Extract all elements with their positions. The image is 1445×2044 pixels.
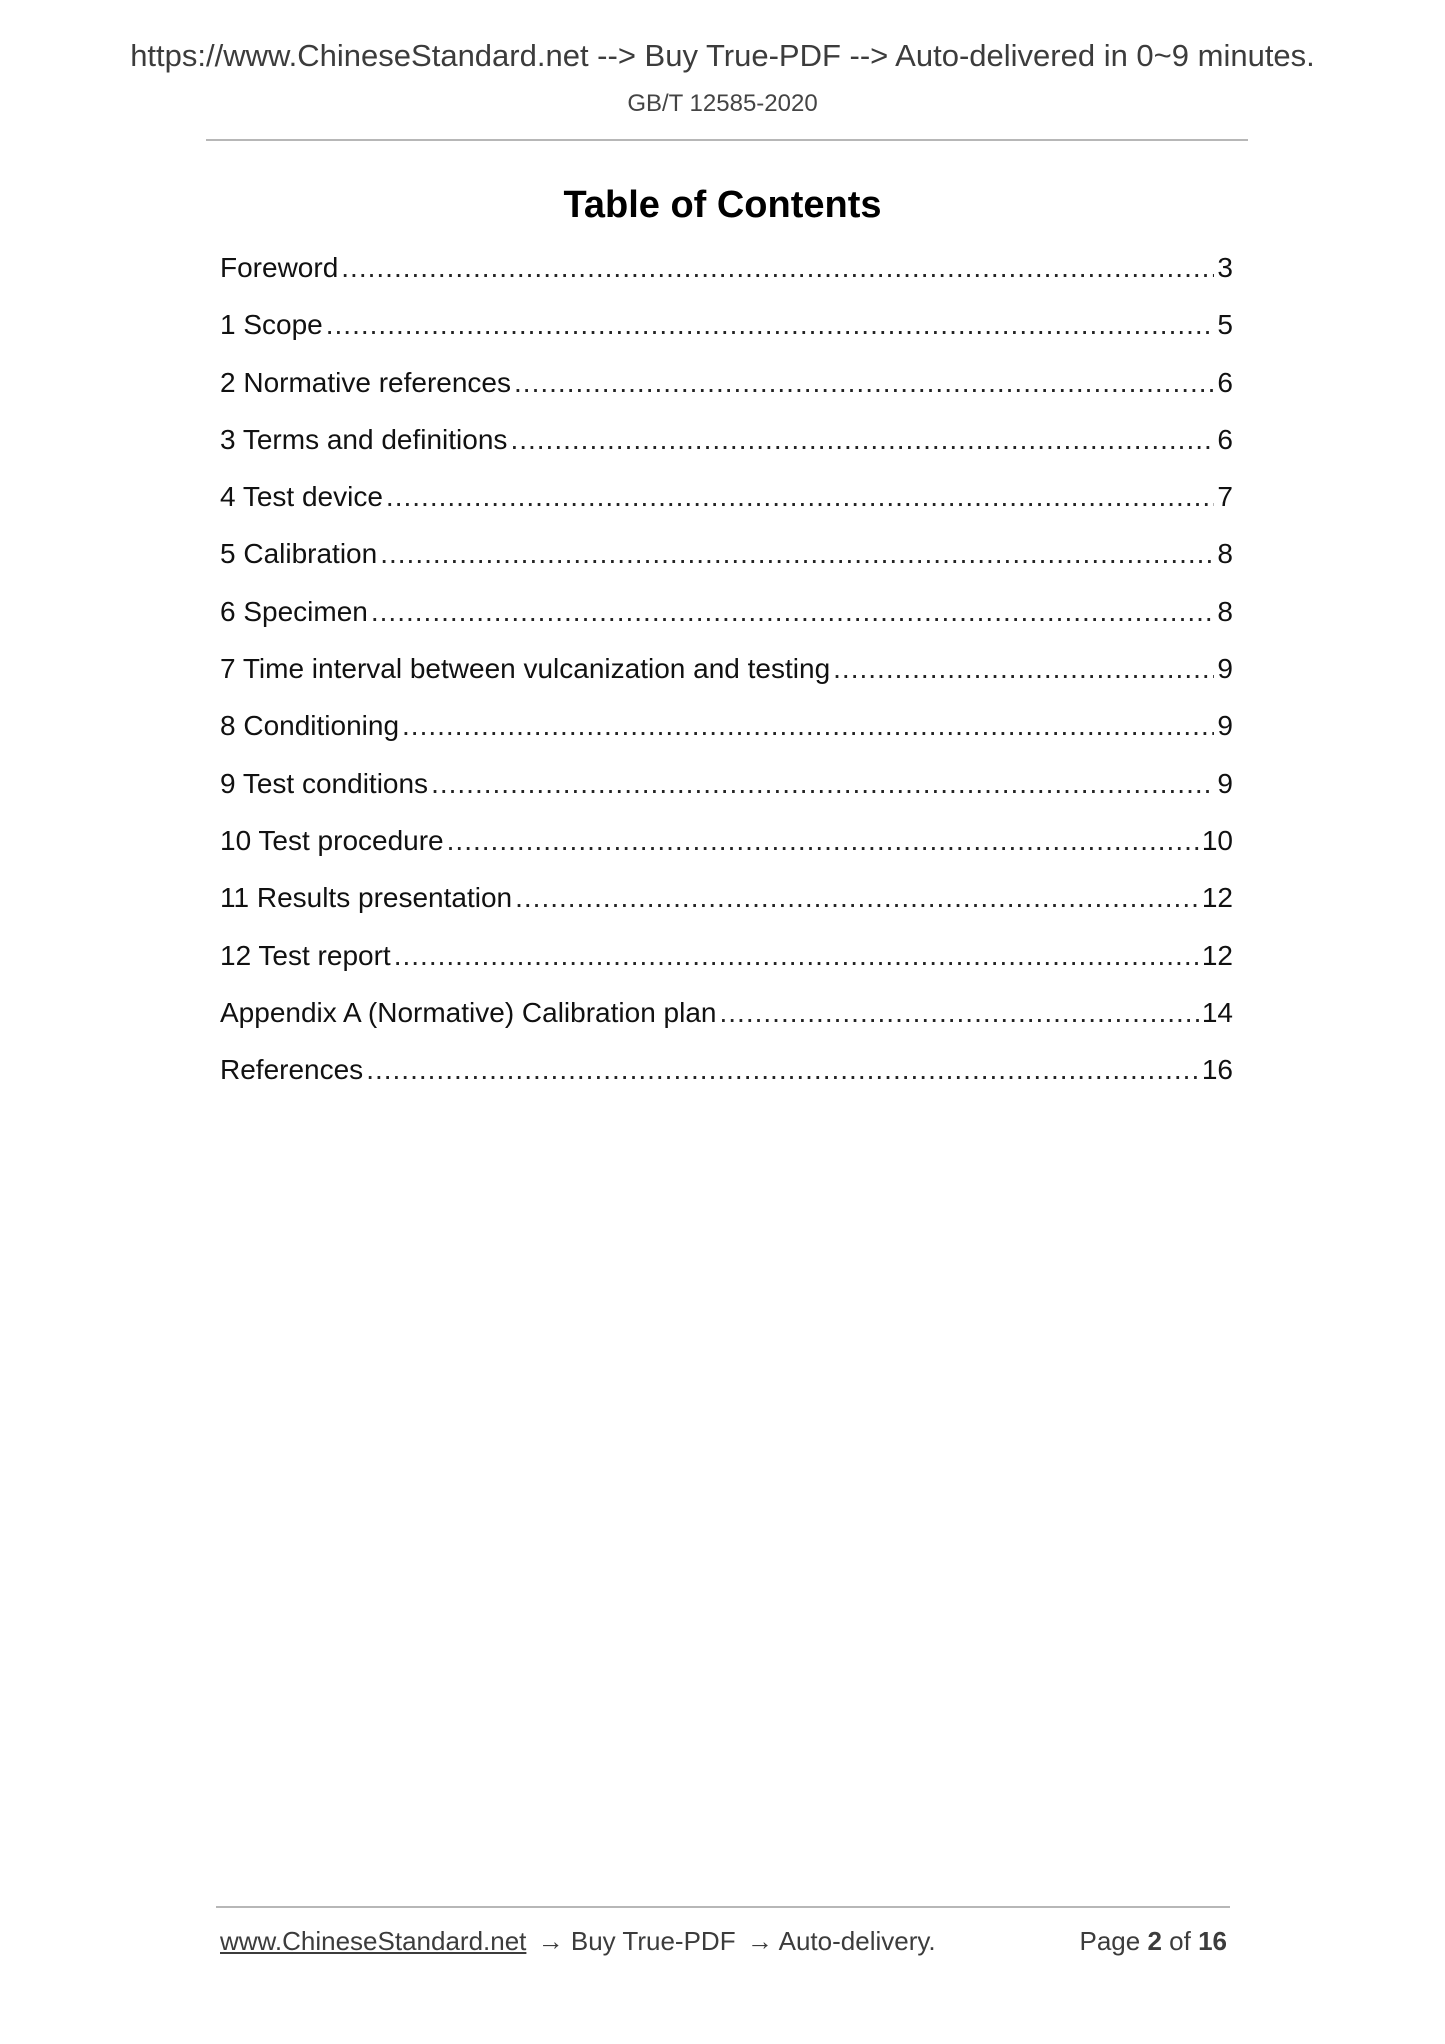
toc-entry-calibration[interactable] xyxy=(220,538,1233,595)
right-arrow-icon: → xyxy=(746,1926,773,1956)
dot-leader xyxy=(514,367,1214,399)
dot-leader xyxy=(402,710,1214,742)
toc-entry-label: 9 Test conditions xyxy=(220,767,429,799)
page-label: Page xyxy=(1079,1926,1141,1956)
toc-entry-test-report[interactable] xyxy=(220,940,1233,997)
toc-entry-test-device[interactable] xyxy=(220,481,1233,538)
toc-entry-page: 14 xyxy=(1201,996,1233,1028)
dot-leader xyxy=(386,481,1215,513)
right-arrow-icon: → xyxy=(537,1926,564,1956)
toc-entry-page: 9 xyxy=(1217,710,1233,742)
dot-leader xyxy=(515,882,1199,914)
toc-entry-label: 7 Time interval between vulcanization and testing xyxy=(220,653,831,685)
toc-entry-label: 5 Calibration xyxy=(220,538,378,570)
table-of-contents xyxy=(220,252,1233,1111)
toc-entry-page: 5 xyxy=(1217,309,1233,341)
toc-entry-test-procedure[interactable] xyxy=(220,825,1233,882)
toc-entry-label: References xyxy=(220,1054,364,1086)
footer-divider xyxy=(216,1906,1230,1908)
toc-entry-label: 8 Conditioning xyxy=(220,710,400,742)
toc-entry-appendix-a[interactable] xyxy=(220,997,1233,1054)
buy-pdf-text: Buy True-PDF xyxy=(570,1926,736,1956)
dot-leader xyxy=(719,997,1198,1029)
toc-entry-label: 6 Specimen xyxy=(220,595,368,627)
toc-entry-page: 6 xyxy=(1217,366,1233,398)
toc-entry-label: Appendix A (Normative) Calibration plan xyxy=(220,996,717,1028)
toc-entry-page: 9 xyxy=(1217,653,1233,685)
dot-leader xyxy=(833,653,1214,685)
toc-entry-results-presentation[interactable] xyxy=(220,882,1233,939)
toc-entry-label: 10 Test procedure xyxy=(220,824,444,856)
total-pages: 16 xyxy=(1198,1926,1227,1956)
toc-entry-normative-references[interactable] xyxy=(220,367,1233,424)
toc-entry-foreword[interactable] xyxy=(220,252,1233,309)
toc-entry-label: Foreword xyxy=(220,252,339,283)
toc-entry-label: 2 Normative references xyxy=(220,366,512,398)
toc-entry-label: 3 Terms and definitions xyxy=(220,423,508,455)
toc-entry-conditioning[interactable] xyxy=(220,710,1233,767)
dot-leader xyxy=(326,309,1215,341)
toc-entry-label: 11 Results presentation xyxy=(220,882,513,914)
dot-leader xyxy=(447,825,1199,857)
document-code: GB/T 12585-2020 xyxy=(627,90,818,117)
current-page: 2 xyxy=(1147,1926,1162,1956)
toc-entry-label: 4 Test device xyxy=(220,481,383,513)
toc-entry-page: 9 xyxy=(1217,767,1233,799)
top-banner: https://www.ChineseStandard.net --> Buy True-PDF --> Auto-delivered in 0~9 minutes. xyxy=(130,38,1315,73)
of-label: of xyxy=(1169,1926,1191,1956)
toc-entry-page: 6 xyxy=(1217,423,1233,455)
toc-entry-page: 16 xyxy=(1201,1054,1233,1086)
toc-entry-references[interactable] xyxy=(220,1054,1233,1111)
website-link[interactable]: www.ChineseStandard.net xyxy=(220,1926,527,1956)
toc-entry-page: 12 xyxy=(1201,882,1233,914)
toc-entry-test-conditions[interactable] xyxy=(220,768,1233,825)
header-divider xyxy=(206,139,1248,141)
dot-leader xyxy=(380,538,1214,570)
toc-entry-terms-and-definitions[interactable] xyxy=(220,424,1233,481)
toc-entry-page: 8 xyxy=(1217,538,1233,570)
dot-leader xyxy=(341,252,1214,284)
toc-entry-label: 12 Test report xyxy=(220,939,391,971)
toc-entry-page: 10 xyxy=(1201,824,1233,856)
toc-entry-page: 3 xyxy=(1217,252,1233,283)
toc-entry-time-interval[interactable] xyxy=(220,653,1233,710)
dot-leader xyxy=(366,1054,1199,1086)
toc-entry-page: 12 xyxy=(1201,939,1233,971)
footer-promo xyxy=(220,1926,936,1957)
auto-delivery-text: Auto-delivery. xyxy=(778,1926,936,1956)
toc-entry-scope[interactable] xyxy=(220,309,1233,366)
toc-entry-page: 8 xyxy=(1217,595,1233,627)
page-title: Table of Contents xyxy=(563,184,882,226)
dot-leader xyxy=(371,596,1215,628)
toc-entry-page: 7 xyxy=(1217,481,1233,513)
dot-leader xyxy=(394,940,1199,972)
dot-leader xyxy=(510,424,1214,456)
dot-leader xyxy=(431,768,1214,800)
toc-entry-specimen[interactable] xyxy=(220,596,1233,653)
toc-entry-label: 1 Scope xyxy=(220,309,323,341)
page-number xyxy=(1079,1926,1227,1957)
